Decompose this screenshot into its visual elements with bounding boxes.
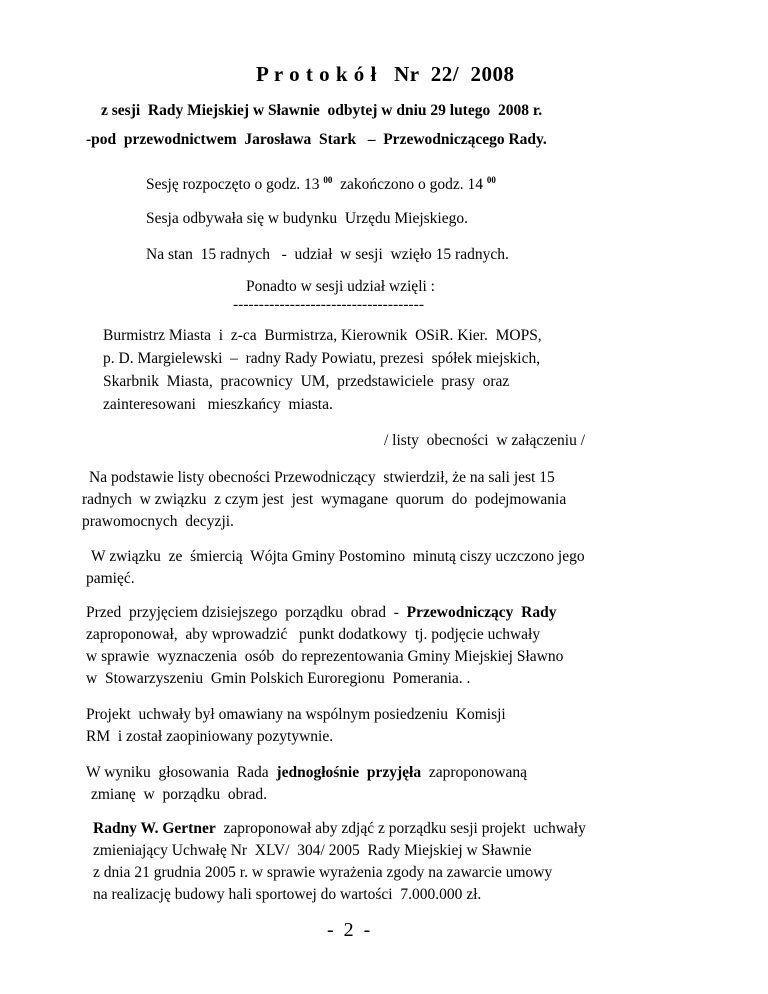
participants-rule: ------------------------------------- — [233, 296, 424, 313]
gertner-line-2: zmieniający Uchwałę Nr XLV/ 304/ 2005 Rady Miejskiej w Sławnie — [93, 842, 532, 859]
session-place: Sesja odbywała się w budynku Urzędu Miejskiego. — [146, 210, 468, 227]
session-attendance: Na stan 15 radnych - udział w sesji wzięło 15 radnych. — [146, 246, 509, 263]
session-time: Sesję rozpoczęto o godz. 13 $^{00}$ zakończono o godz. 14 $^{00}$ — [146, 174, 496, 193]
vote-line-1: W wyniku głosowania Rada jednogłośnie przyjęła zaproponowaną — [86, 764, 527, 781]
vote-line-2: zmianę w porządku obrad. — [91, 786, 268, 803]
participants-line-1: Burmistrz Miasta i z-ca Burmistrza, Kierownik OSiR. Kier. MOPS, — [103, 327, 542, 344]
memorial-line-2: pamięć. — [86, 570, 135, 587]
quorum-line-2: radnych w związku z czym jest jest wymagane quorum do podejmowania — [82, 491, 567, 508]
agenda-line-4: w Stowarzyszeniu Gmin Polskich Euroregionu Pomerania. . — [86, 670, 471, 687]
gertner-line-4: na realizację budowy hali sportowej do wartości 7.000.000 zł. — [93, 886, 482, 903]
header-line-1: z sesji Rady Miejskiej w Sławnie odbytej w dniu 29 lutego 2008 r. — [101, 102, 543, 119]
participants-heading: Ponadto w sesji udział wzięli : — [246, 278, 435, 295]
page-number: - 2 - — [327, 919, 371, 941]
gertner-line-3: z dnia 21 grudnia 2005 r. w sprawie wyrażenia zgody na zawarcie umowy — [93, 864, 553, 881]
quorum-line-3: prawomocnych decyzji. — [82, 513, 234, 530]
memorial-line-1: W związku ze śmiercią Wójta Gminy Postomino minutą ciszy uczczono jego — [91, 548, 585, 565]
project-line-2: RM i został zaopiniowany pozytywnie. — [86, 728, 334, 745]
participants-line-2: p. D. Margielewski – radny Rady Powiatu, prezesi spółek miejskich, — [103, 350, 541, 367]
attendance-note: / listy obecności w załączeniu / — [384, 432, 586, 449]
quorum-line-1: Na podstawie listy obecności Przewodniczący stwierdził, że na sali jest 15 — [89, 469, 555, 486]
document-title: P r o t o k ó ł Nr 22/ 2008 — [256, 62, 515, 86]
project-line-1: Projekt uchwały był omawiany na wspólnym posiedzeniu Komisji — [86, 706, 506, 723]
gertner-line-1: Radny W. Gertner zaproponował aby zdjąć z porządku sesji projekt uchwały — [93, 820, 586, 837]
header-line-2: -pod przewodnictwem Jarosława Stark – Przewodniczącego Rady. — [86, 131, 547, 148]
agenda-line-2: zaproponował, aby wprowadzić punkt dodatkowy tj. podjęcie uchwały — [86, 626, 541, 643]
participants-line-3: Skarbnik Miasta, pracownicy UM, przedstawiciele prasy oraz — [103, 373, 510, 390]
agenda-line-3: w sprawie wyznaczenia osób do reprezentowania Gminy Miejskiej Sławno — [86, 648, 564, 665]
agenda-line-1: Przed przyjęciem dzisiejszego porządku obrad - Przewodniczący Rady — [86, 604, 557, 621]
participants-line-4: zainteresowani mieszkańcy miasta. — [103, 396, 333, 413]
